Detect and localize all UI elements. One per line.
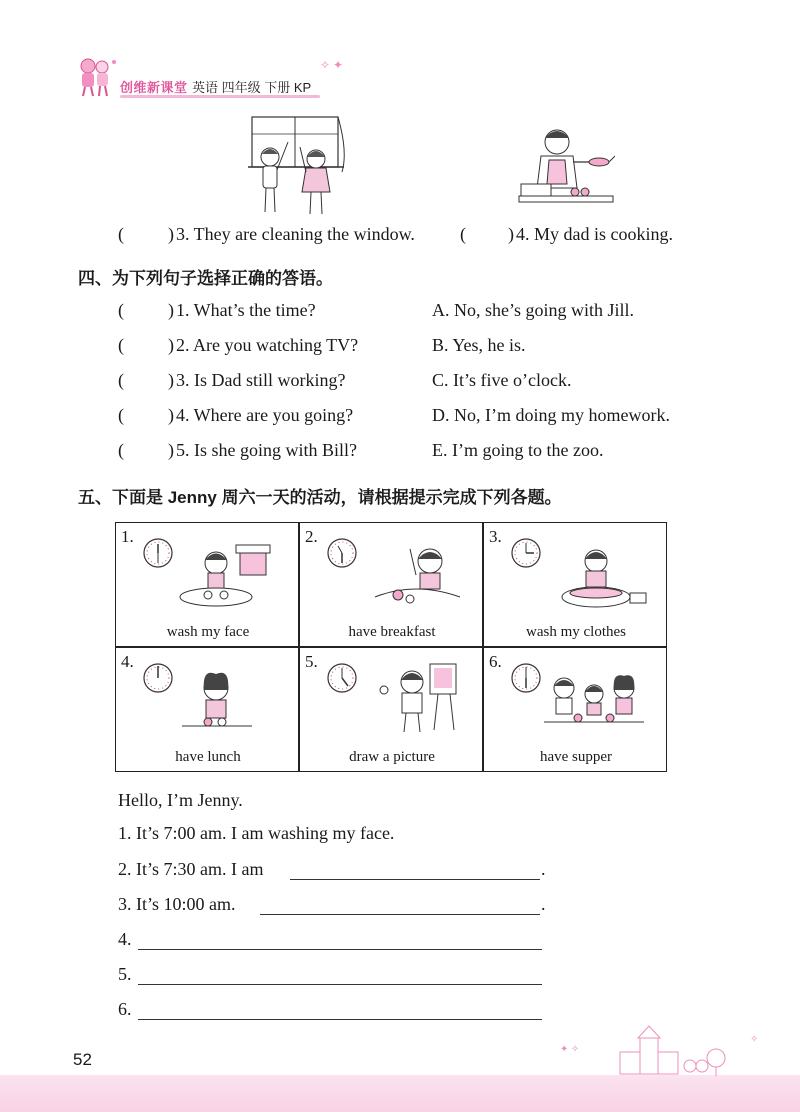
question-3: 3. Is Dad still working? [176, 370, 346, 390]
period: . [541, 859, 546, 879]
have-breakfast-picture [320, 535, 470, 625]
cell-number: 1. [121, 527, 134, 546]
svg-text:✧: ✧ [750, 1034, 759, 1045]
activity-cell-6 [484, 648, 668, 772]
draw-picture-picture [320, 660, 470, 750]
activity-caption: wash my face [166, 624, 250, 640]
page-number: 52 [73, 1050, 92, 1069]
answer-bracket-open: ( [118, 335, 124, 355]
answer-blank-5[interactable] [138, 984, 542, 985]
answer-option-d: D. No, I’m doing my homework. [432, 405, 670, 425]
cell-number: 6. [489, 652, 502, 671]
answer-bracket-open: ( [118, 224, 124, 244]
castle-decoration-icon [550, 1022, 790, 1078]
activity-cell-2 [300, 523, 484, 647]
writing-line-3-prefix: 3. It’s 10:00 am. [118, 894, 236, 914]
cleaning-window-picture [244, 112, 354, 222]
writing-line-2-prefix: 2. It’s 7:30 am. I am [118, 859, 264, 879]
period: . [541, 894, 546, 914]
activity-caption: have supper [539, 749, 613, 765]
answer-bracket-close: ) [168, 370, 174, 390]
activity-caption: wash my clothes [526, 624, 626, 640]
have-lunch-picture [136, 660, 286, 750]
wash-face-picture [136, 535, 286, 625]
activity-cell-4 [116, 648, 300, 772]
answer-bracket-close: ) [168, 335, 174, 355]
statement-3: 3. They are cleaning the window. [176, 224, 415, 244]
writing-line-5-number: 5. [118, 964, 132, 984]
answer-option-e: E. I’m going to the zoo. [432, 440, 604, 460]
question-5: 5. Is she going with Bill? [176, 440, 357, 460]
have-supper-picture [504, 660, 654, 750]
activity-cell-1 [116, 523, 300, 647]
kids-logo-icon [72, 54, 120, 98]
footer-band [0, 1075, 800, 1112]
writing-line-6-number: 6. [118, 999, 132, 1019]
answer-blank-4[interactable] [138, 949, 542, 950]
cell-number: 3. [489, 527, 502, 546]
activity-cell-5 [300, 648, 484, 772]
answer-option-c: C. It’s five o’clock. [432, 370, 572, 390]
answer-bracket-open: ( [118, 370, 124, 390]
activity-caption: draw a picture [349, 749, 435, 765]
cell-number: 4. [121, 652, 134, 671]
answer-bracket-close: ) [508, 224, 514, 244]
statement-4: 4. My dad is cooking. [516, 224, 673, 244]
answer-bracket-close: ) [168, 440, 174, 460]
svg-text:✦ ✧: ✦ ✧ [560, 1044, 580, 1055]
answer-bracket-open: ( [118, 405, 124, 425]
brand-title: 创维新课堂 [120, 80, 188, 95]
answer-bracket-open: ( [460, 224, 466, 244]
activity-caption: have lunch [175, 749, 241, 765]
book-info: 英语 四年级 下册 KP [192, 80, 312, 95]
activity-caption: have breakfast [348, 624, 436, 640]
star-decoration-icon: ✧ ✦ [320, 58, 344, 72]
dad-cooking-picture [515, 122, 615, 212]
answer-option-a: A. No, she’s going with Jill. [432, 300, 635, 320]
answer-blank-3[interactable] [260, 914, 540, 915]
section-4-title: 四、为下列句子选择正确的答语。 [78, 269, 333, 288]
question-2: 2. Are you watching TV? [176, 335, 359, 355]
answer-blank-6[interactable] [138, 1019, 542, 1020]
cell-number: 5. [305, 652, 318, 671]
question-4: 4. Where are you going? [176, 405, 354, 425]
question-1: 1. What’s the time? [176, 300, 316, 320]
intro-line: Hello, I’m Jenny. [118, 790, 243, 810]
wash-clothes-picture [504, 535, 654, 625]
section-5-title: 五、下面是 Jenny 周六一天的活动，请根据提示完成下列各题。 [78, 488, 562, 507]
activity-grid [115, 522, 667, 772]
answer-bracket-close: ) [168, 405, 174, 425]
answer-bracket-close: ) [168, 300, 174, 320]
cell-number: 2. [305, 527, 318, 546]
answer-blank-2[interactable] [290, 879, 540, 880]
answer-bracket-close: ) [168, 224, 174, 244]
writing-line-4-number: 4. [118, 929, 132, 949]
answer-option-b: B. Yes, he is. [432, 335, 526, 355]
activity-cell-3 [484, 523, 668, 647]
header-divider [120, 95, 320, 98]
answer-bracket-open: ( [118, 440, 124, 460]
writing-line-1: 1. It’s 7:00 am. I am washing my face. [118, 823, 395, 843]
answer-bracket-open: ( [118, 300, 124, 320]
